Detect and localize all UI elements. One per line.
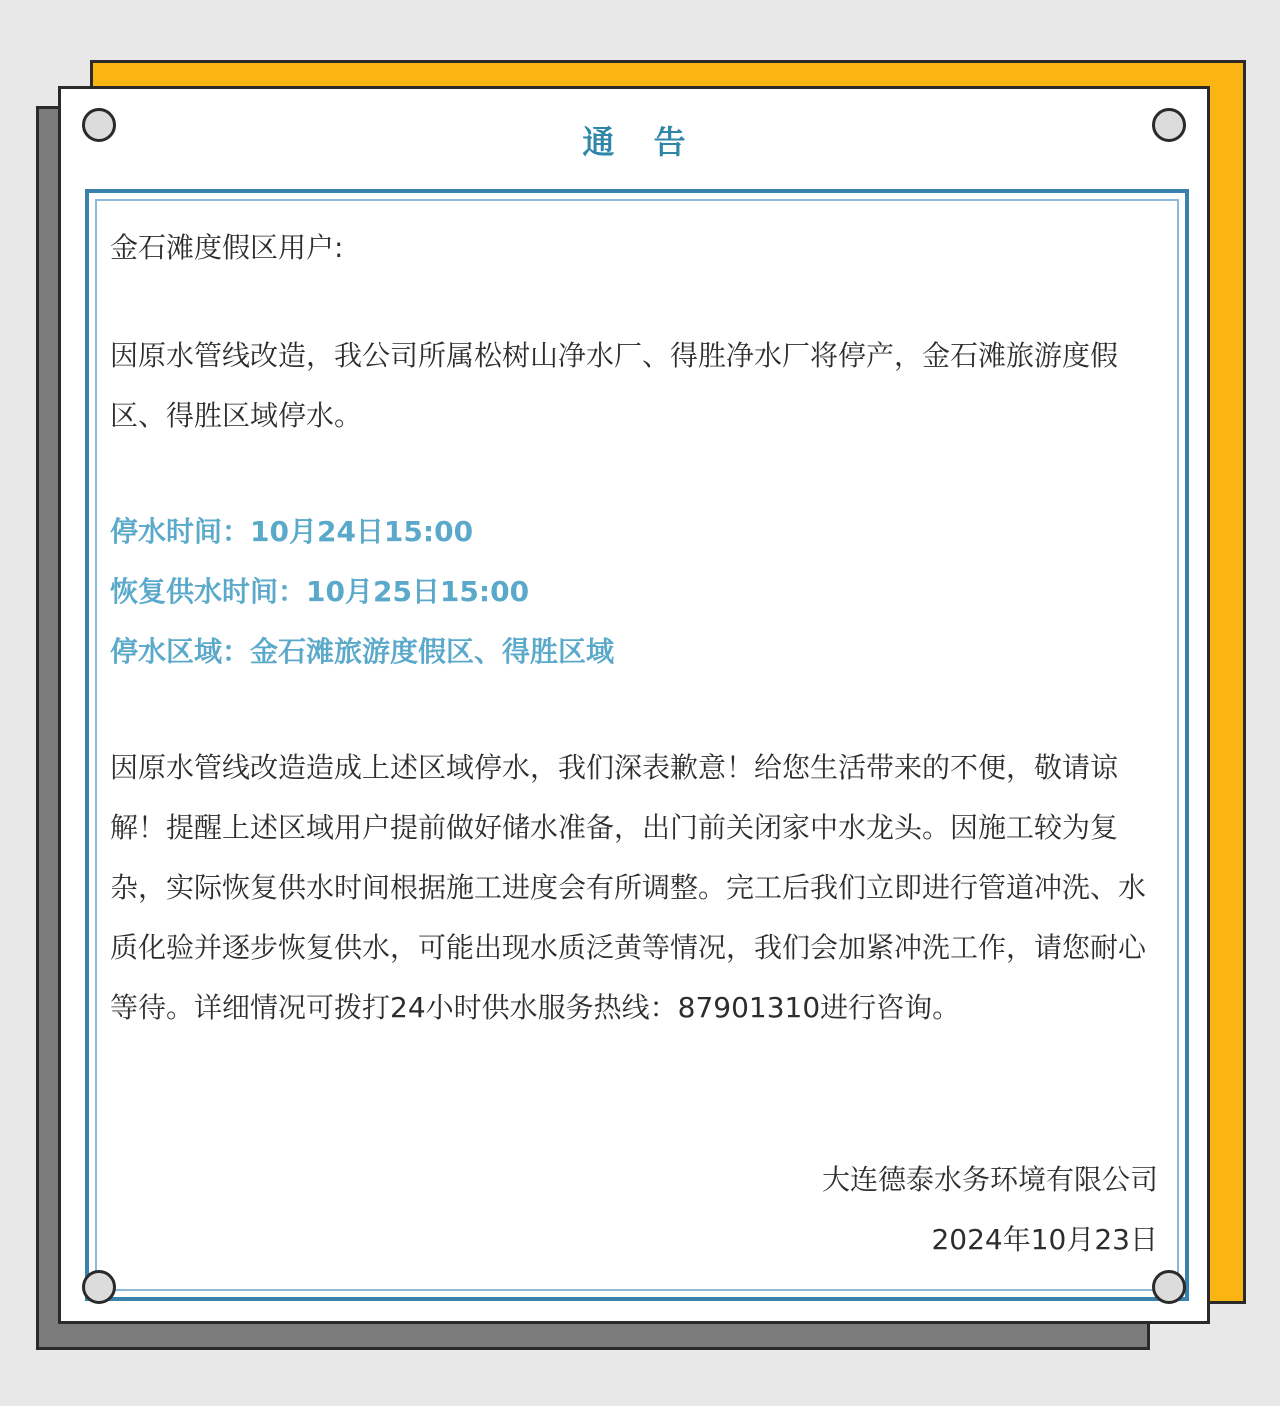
pin-top-left-icon <box>82 108 116 142</box>
notice-title: 通 告 <box>582 123 700 161</box>
outage-area: 停水区域：金石滩旅游度假区、得胜区域 <box>110 635 615 668</box>
pin-bottom-right-icon <box>1152 1270 1186 1304</box>
pin-bottom-left-icon <box>82 1270 116 1304</box>
notice-date: 2024年10月23日 <box>931 1223 1158 1256</box>
outage-details <box>110 502 1162 682</box>
pin-top-right-icon <box>1152 108 1186 142</box>
restore-time: 恢复供水时间：10月25日15:00 <box>110 575 530 608</box>
company-name: 大连德泰水务环境有限公司 <box>821 1163 1158 1196</box>
notice-body <box>110 218 1162 1038</box>
notice-paragraph-2: 因原水管线改造造成上述区域停水，我们深表歉意！给您生活带来的不便，敬请谅解！提醒上述区域用户提前做好储水准备，出门前关闭家中水龙头。因施工较为复杂，实际恢复供水时间根据施工进度会有所调整。完工后我们立即进行管道冲洗、水质化验并逐步恢复供水，可能出现水质泛黄等情况，我们会加紧冲洗工作，请您耐心等待。详细情况可拨打24小时供水服务热线：87901310进行咨询。 <box>110 751 1147 1024</box>
notice-paragraph-1: 因原水管线改造，我公司所属松树山净水厂、得胜净水厂将停产，金石滩旅游度假区、得胜区域停水。 <box>110 339 1119 432</box>
greeting: 金石滩度假区用户: <box>110 231 344 264</box>
signature-block <box>822 1150 1158 1270</box>
outage-time: 停水时间：10月24日15:00 <box>110 515 474 548</box>
